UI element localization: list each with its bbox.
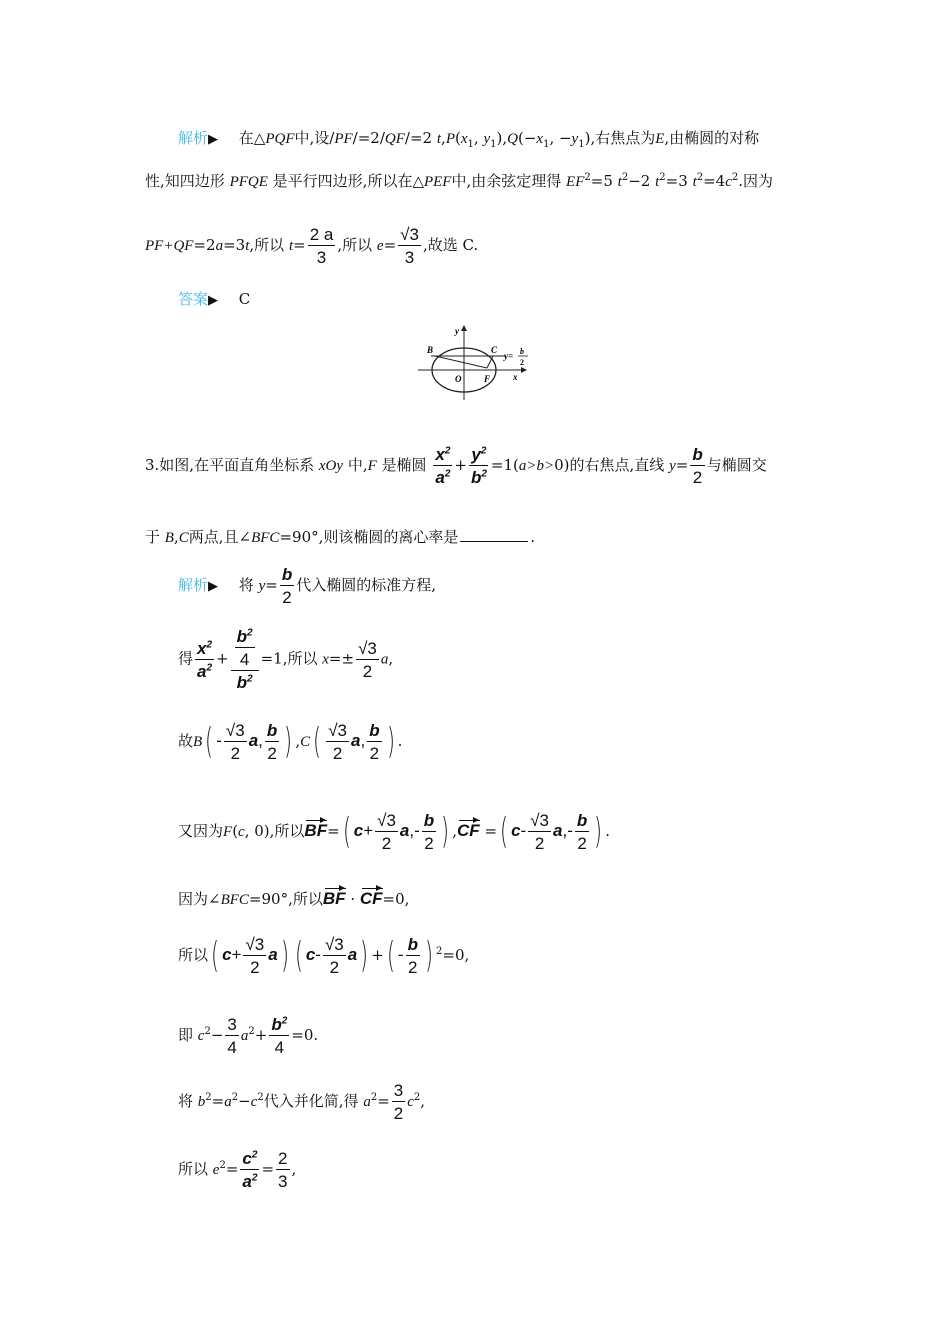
math-var: F: [223, 824, 233, 840]
sol3-step4: 又因为F(c, 0),所以BF=( c+ $\frac{√3}{2}$ a,- $\frac{b}{2}$ ) ,CF =( c- $\frac{√3}{2}$ a,- $\frac{b}{2}$ ) .: [178, 811, 611, 853]
math-var: b: [236, 673, 248, 692]
math-var: b: [197, 1094, 206, 1110]
text: =1,所以: [260, 649, 318, 668]
denominator: 3: [278, 1172, 288, 1191]
numerator: b: [692, 445, 703, 464]
text: 得: [178, 649, 194, 668]
sub: 1: [467, 139, 474, 150]
text: =: [377, 1092, 390, 1110]
text: −2: [628, 172, 651, 190]
math-var: E: [655, 131, 665, 147]
math-var: QF: [384, 131, 405, 147]
text: −: [210, 1026, 224, 1044]
math-var: a: [240, 1028, 249, 1044]
text: =3: [665, 172, 688, 190]
text: =0.: [291, 1026, 319, 1044]
math-var: x: [322, 651, 329, 668]
text: ,故选 C.: [422, 236, 479, 254]
fraction: [469, 446, 489, 486]
denominator: 4: [239, 650, 250, 669]
sol1-line2: [145, 173, 773, 190]
fraction: [690, 446, 704, 486]
text: 又因为: [178, 822, 224, 840]
math-var: B: [193, 734, 203, 750]
text: =2: [193, 236, 216, 254]
segment-BF: [435, 356, 487, 368]
denominator: 2: [362, 661, 373, 681]
math-var: a: [242, 1172, 252, 1191]
analysis-label: 解析: [178, 129, 209, 147]
text: 所以: [178, 1160, 209, 1178]
answer-value: C: [238, 290, 251, 308]
denominator: 4: [227, 1038, 237, 1057]
math-var: x: [197, 638, 207, 658]
math-var: F: [367, 458, 377, 474]
sup: 2: [731, 172, 739, 183]
numerator: $x^2$: [197, 638, 213, 658]
math-var: y: [483, 131, 491, 147]
math-var: C: [300, 734, 311, 750]
math-var: x: [435, 445, 445, 464]
text: =: [265, 576, 278, 594]
text: ,: [441, 129, 446, 147]
fraction: [195, 640, 214, 680]
text: /=2: [404, 129, 433, 147]
numerator: $x^2$: [435, 445, 451, 464]
math-var: b: [236, 627, 248, 646]
text: 将: [178, 1092, 194, 1110]
answer-line: [178, 292, 250, 307]
text: ·: [350, 890, 356, 908]
text: =: [293, 236, 306, 254]
vector-CF: CF: [359, 889, 383, 908]
text: ,由椭圆的对称: [664, 129, 760, 147]
math-var: a: [363, 1094, 371, 1110]
math-var: EF: [566, 174, 585, 190]
denominator: 3: [404, 248, 415, 267]
fraction: [240, 1150, 259, 1190]
math-var: a: [224, 1094, 232, 1110]
math-var: y: [258, 578, 266, 594]
text: ,所以: [249, 236, 285, 254]
denominator: 2: [282, 588, 292, 607]
vector-CF: CF: [457, 821, 480, 840]
text: =5: [590, 172, 613, 190]
text: 因为∠: [178, 890, 221, 908]
denominator: $a^2$: [435, 468, 451, 487]
sol3-step8: 将 $b^2=a^2-c^2$代入并化简,得 $a^2=$ $\frac{3}{2}$ $c^2$,: [178, 1081, 426, 1123]
math-var: xOy: [318, 458, 344, 474]
text: ),: [496, 129, 508, 147]
math-var: c: [725, 174, 732, 190]
numerator: 3: [393, 1081, 404, 1100]
text: 是平行四边形,所以在△: [272, 172, 424, 190]
math-var: b: [470, 468, 482, 487]
sup: 2: [659, 172, 666, 183]
text: 故: [178, 732, 194, 750]
text: +: [216, 649, 229, 668]
text: 将: [238, 576, 254, 594]
math-var: B: [164, 530, 174, 546]
math-var: e: [212, 1162, 220, 1178]
vector-BF: BF: [322, 889, 346, 908]
point-B-label: B: [427, 345, 434, 355]
text: =±: [328, 649, 355, 668]
math-var: c: [197, 1028, 205, 1044]
math-var: x: [536, 131, 544, 147]
text: 0)的右焦点,直线: [554, 456, 665, 474]
math-var: x: [460, 131, 468, 147]
numerator: 3: [227, 1015, 237, 1034]
math-var: t: [436, 131, 442, 147]
math-var: c: [242, 1149, 252, 1168]
sol3-step9: 所以 $e^2=$ $\frac{c^2}{a^2}$ = $\frac{2}{3}$ ,: [178, 1149, 297, 1191]
fraction: [225, 1016, 238, 1056]
fraction: [433, 446, 452, 486]
math-var: b: [271, 1015, 282, 1034]
text: (: [454, 129, 461, 147]
math-var: c: [250, 1094, 258, 1110]
line-label-b: b: [520, 347, 524, 356]
text: , −: [549, 129, 572, 147]
sol3-step3: 故B( - $\frac{√3}{2}$ a, $\frac{b}{2}$ ) ,C( $\frac{√3}{2}$ a, $\frac{b}{2}$ ) .: [178, 721, 403, 763]
fraction: [276, 1150, 289, 1190]
text: 中,: [347, 456, 368, 474]
origin-label: O: [455, 374, 462, 384]
text: /=2/: [352, 129, 385, 147]
text: =3: [223, 236, 246, 254]
question3-line1: [145, 446, 767, 486]
text: =: [261, 1160, 275, 1178]
triangle-marker-icon: ▶: [208, 293, 219, 308]
text: 于: [145, 528, 161, 546]
point-F-label: F: [484, 374, 491, 384]
denominator: 3: [316, 248, 327, 267]
text: 中,由余弦定理得: [451, 172, 562, 190]
line-label-2: 2: [520, 358, 524, 367]
text: 即: [178, 1026, 194, 1044]
line-label: y=: [504, 351, 514, 361]
text: 在△: [238, 129, 266, 147]
triangle-marker-icon: ▶: [208, 132, 219, 147]
text: 两点,且∠: [188, 528, 252, 546]
numerator: 2: [278, 1149, 288, 1168]
numerator: $y^2$: [471, 445, 487, 464]
text: +: [254, 1026, 268, 1044]
math-var: a: [380, 651, 389, 668]
text: =0,: [382, 890, 410, 908]
denominator: $a^2$: [242, 1172, 258, 1191]
math-var: a: [435, 468, 445, 487]
sub: 1: [578, 139, 585, 150]
math-var: t: [692, 174, 697, 190]
point-C-label: C: [491, 345, 498, 355]
text: =: [675, 456, 689, 474]
denominator: 2: [692, 468, 703, 487]
sol3-step5: [178, 890, 409, 908]
math-var: t: [655, 174, 660, 190]
math-var: t: [245, 238, 250, 254]
math-var: a: [215, 238, 224, 254]
sol1-line3: [145, 226, 478, 266]
math-var: t: [617, 174, 622, 190]
math-var: a>b>: [518, 458, 555, 474]
fraction: [280, 566, 294, 606]
text: 3.如图,在平面直角坐标系: [145, 456, 315, 474]
fraction: [308, 226, 336, 266]
denominator: $a^2$: [197, 661, 213, 681]
fraction: [392, 1082, 405, 1122]
numerator: [231, 628, 259, 671]
numerator: √3: [358, 638, 377, 658]
sup: 2: [584, 172, 591, 183]
text: 中,设/: [294, 129, 335, 147]
denominator: $b^2$: [470, 468, 487, 487]
math-var: PF: [334, 131, 353, 147]
math-var: C: [178, 530, 189, 546]
text: =: [383, 236, 397, 254]
text: ,: [420, 1092, 426, 1110]
text: =: [225, 1160, 239, 1178]
vector-BF: BF: [304, 821, 328, 840]
answer-label: 答案: [178, 290, 209, 308]
math-var: PF+QF: [145, 238, 194, 254]
text: , 0),所以: [244, 822, 305, 840]
sub: 1: [490, 139, 497, 150]
text: −: [238, 1092, 251, 1110]
text: ),右焦点为: [584, 129, 656, 147]
text: (−: [517, 129, 537, 147]
text: .: [397, 732, 403, 750]
analysis-label: 解析: [178, 576, 209, 594]
sol3-step7: 即 $c^2-$ $\frac{3}{4}$ $a^2+$ $\frac{b^2}{4}$ =0.: [178, 1015, 319, 1057]
text: ,: [388, 649, 394, 668]
text: 代入并化简,得: [263, 1092, 359, 1110]
text: +: [454, 456, 467, 474]
text: 性,知四边形: [145, 172, 225, 190]
text: =90°,所以: [248, 890, 323, 908]
math-var: y: [471, 445, 481, 464]
text: 所以: [178, 946, 209, 964]
ellipse-figure: [413, 322, 538, 402]
text: =90°,则该椭圆的离心率是: [279, 528, 459, 546]
sup: 2: [696, 172, 704, 183]
text: .因为: [738, 172, 774, 190]
text: =1(: [490, 456, 519, 474]
sub: 1: [543, 139, 550, 150]
math-var: e: [376, 238, 384, 254]
numerator-digit: 3: [367, 638, 377, 658]
numerator: $b^2$: [236, 627, 253, 646]
math-var: PFQE: [229, 174, 268, 190]
math-var: c: [238, 824, 245, 840]
denominator: 4: [274, 1038, 285, 1057]
sol3-step2: [178, 628, 393, 691]
sol1-line1: [178, 131, 759, 150]
math-var: P: [445, 131, 455, 147]
y-axis-arrow-icon: [461, 325, 467, 331]
text: .: [530, 528, 536, 546]
sup: 2: [621, 172, 629, 183]
text: =4: [703, 172, 726, 190]
sol3-step6: 所以( c+ $\frac{√3}{2}$ a) ( c- $\frac{√3}{2}$ a) +( - $\frac{b}{2}$ ) $^2$=0,: [178, 935, 470, 977]
denominator: 2: [393, 1104, 404, 1123]
text: ,所以: [337, 236, 373, 254]
text: 与椭圆交: [706, 456, 767, 474]
text: ,: [473, 129, 479, 147]
x-axis-label: x: [513, 372, 518, 382]
answer-blank: [460, 541, 528, 542]
fraction: [398, 226, 421, 266]
math-var: y: [669, 458, 676, 474]
math-var: a: [197, 661, 207, 681]
text: =0,: [442, 946, 470, 964]
fraction: [269, 1016, 289, 1056]
fraction: [356, 640, 379, 680]
math-var: t: [288, 238, 294, 254]
numerator: $b^2$: [271, 1015, 288, 1034]
text: =: [211, 1092, 225, 1110]
math-var: c: [407, 1094, 414, 1110]
math-var: Q: [507, 131, 518, 147]
numerator: $c^2$: [242, 1149, 258, 1168]
compound-fraction: [231, 628, 259, 691]
text: ,: [291, 1160, 297, 1178]
text: ,: [173, 528, 179, 546]
math-var: PEF: [423, 174, 452, 190]
text: (: [232, 822, 239, 840]
numerator: b: [281, 565, 293, 584]
y-axis-label: y: [455, 326, 459, 336]
sol3-step1: [178, 566, 436, 606]
text: 代入椭圆的标准方程,: [296, 576, 437, 594]
numerator: √3: [400, 225, 419, 244]
x-axis-arrow-icon: [521, 367, 527, 373]
triangle-marker-icon: ▶: [208, 579, 219, 594]
math-var: y: [571, 131, 579, 147]
fraction: [235, 628, 255, 668]
question3-line2: [145, 530, 535, 546]
numerator: 2 a: [309, 225, 334, 244]
math-var: BFC: [220, 892, 249, 908]
math-var: PQF: [265, 131, 295, 147]
math-var: BFC: [251, 530, 280, 546]
text: 是椭圆: [381, 456, 427, 474]
denominator: $b^2$: [236, 673, 253, 692]
